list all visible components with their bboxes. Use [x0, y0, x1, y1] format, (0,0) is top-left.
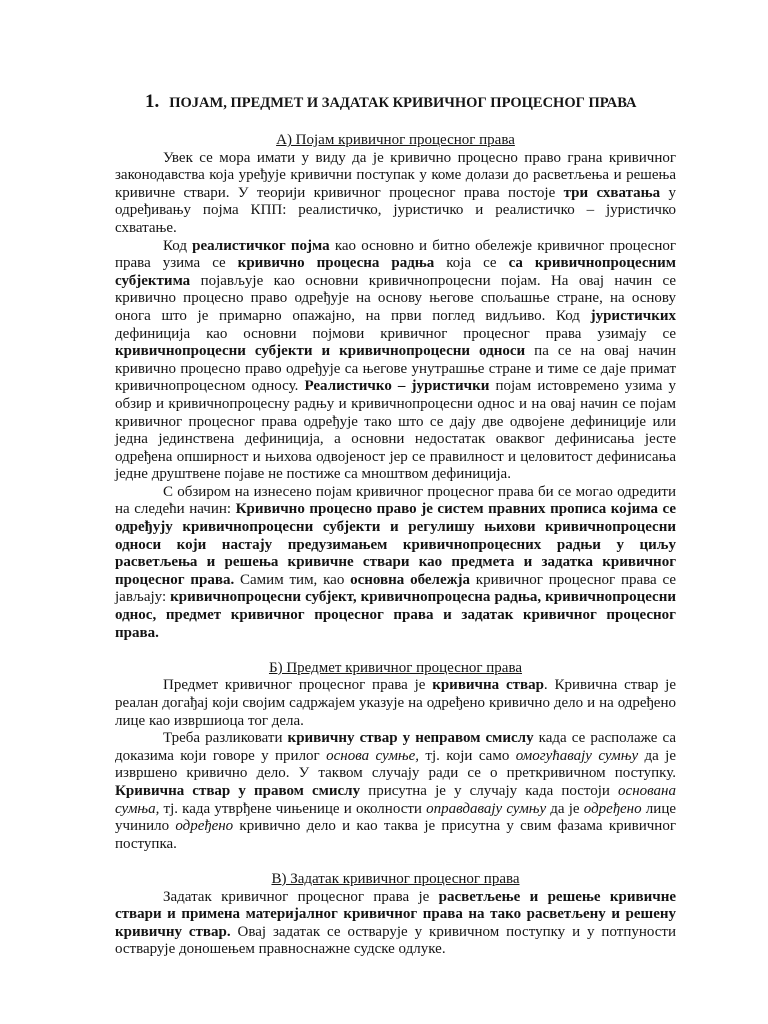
text-run: појављује као основни кривичнопроцесни појам. На овај начин се кривично процесно право одређује на основу његове спољашње стране, на основу онога што је примарно опажајно, на први поглед видљиво. Код [115, 272, 676, 324]
text-run: када се располаже са доказима који говоре у прилог [115, 730, 676, 764]
text-run: кривичног процесног права се јављају: [115, 571, 676, 606]
paragraph [115, 677, 676, 730]
italic-text: основана сумња, [115, 782, 676, 817]
bold-text: реалистичког појма [192, 237, 330, 254]
text-run: Самим тим, као [234, 571, 351, 588]
text-run: која се [434, 255, 509, 272]
text-run: Задатак кривичног процесног права је [163, 888, 439, 905]
section-heading: А) Појам кривичног процесног права [276, 132, 515, 148]
text-run: тј. који само [419, 747, 516, 764]
italic-text: основа сумње, [326, 747, 419, 764]
italic-text: оправдавају сумњу [426, 800, 547, 817]
bold-text: јуристичких [590, 307, 676, 324]
document-title [115, 90, 676, 114]
bold-text: расветљење и решење кривичне ствари и примена материјалног кривичног права на тако расветљену и решену кривичну ствар. [115, 888, 676, 940]
bold-text: Кривична ствар у правом смислу [115, 782, 361, 799]
text-run: тј. када утврђене чињенице и околности [159, 800, 427, 817]
title-text: ПОЈАМ, ПРЕДМЕТ И ЗАДАТАК КРИВИЧНОГ ПРОЦЕСНОГ ПРАВА [169, 95, 637, 111]
text-run: С обзиром на изнесено појам кривичног процесног права би се могао одредити на следећи начин: [115, 483, 676, 518]
section [115, 871, 676, 959]
paragraph [115, 889, 676, 959]
page-content [115, 90, 676, 959]
text-run: дефиниција као основни појмови кривичног процесног права узимају се [115, 325, 676, 342]
italic-text: омогућавају сумњу [515, 747, 639, 764]
paragraph [115, 150, 676, 238]
section [115, 132, 676, 642]
text-run: . Кривична ствар је реалан догађај који својим садржајем указује на одређено кривично дело и на одређено лице као извршиоца тог дела. [115, 677, 676, 729]
bold-text: кривично процесна радња [237, 255, 435, 272]
text-run: појам истовремено узима у обзир и кривичнопроцесну радњу и кривичнопроцесни однос и на овај начин се појам кривичног процесног права одређује тако што се дају две одвојене дефиниције или једна јединствена дефиниција, а основни недостатак оваквог дефинисања јесте одређена опширност и њихова одвојеност јер се правилност и целовитост дефинисања једне друштвене појаве не постиже са мноштвом дефиниција. [115, 378, 676, 483]
text-run: присутна је у случају када постоји [360, 782, 619, 799]
bold-text: Кривично процесно право је систем правних прописа којима се одређују кривичнопроцесни субјекти и регулишу њихови кривичнопроцесни односи који настају предузимањем кривичнопроцесних радњи у циљу расветљења и решења кривичне ствари као предмета и задатка кривичног процесног права. [115, 501, 676, 588]
italic-text: одређено [175, 818, 234, 835]
text-run: као основно и битно обележје кривичног процесног права узима се [115, 237, 676, 272]
text-run: кривично дело и као таква је присутна у свим фазама кривичног поступка. [115, 818, 676, 852]
paragraph [115, 730, 676, 853]
document-body [115, 132, 676, 959]
text-run: да је [546, 800, 584, 817]
text-run: Предмет кривичног процесног права је [163, 677, 433, 694]
bold-text: Реалистичко – јуристички [304, 378, 490, 395]
section-heading: В) Задатак кривичног процесног права [271, 870, 520, 887]
italic-text: одређено [583, 800, 642, 817]
text-run: да је извршено кривично дело. У таквом случају ради се о преткривичном поступку. [115, 747, 676, 782]
bold-text: основна обележја [350, 571, 470, 588]
section-heading: Б) Предмет кривичног процесног права [268, 659, 523, 676]
text-run: Овај задатак се остварује у кривичном поступку и у потпуности остварује доношењем правноснажне судске одлуке. [115, 923, 676, 958]
bold-text: кривичну ствар у неправом смислу [287, 730, 534, 747]
paragraph [115, 484, 676, 642]
section [115, 660, 676, 854]
bold-text: кривичнопроцесни субјекти и кривичнопроцесни односи [115, 343, 526, 360]
text-run: Увек се мора имати у виду да је кривично процесно право грана кривичног законодавства која уређује кривични поступак у коме долази до расветљења и решења кривичне ствари. У теорији кривичног процесног права постоје [115, 149, 676, 201]
bold-text: са кривичнопроцесним субјектима [115, 255, 676, 289]
paragraph [115, 238, 676, 484]
text-run: Треба разликовати [163, 730, 288, 747]
text-run: лице учинило [115, 800, 677, 835]
bold-text: кривичнопроцесни субјект, кривичнопроцесна радња, кривичнопроцесни однос, предмет кривичног процесног права и задатак кривичног процесног права. [115, 589, 676, 641]
title-number: 1. [145, 91, 160, 112]
text-run: у одређивању појма КПП: реалистичко, јуристичко и реалистичко – јуристичко схватање. [115, 184, 676, 236]
bold-text: три схватања [563, 184, 661, 201]
text-run: па се на овај начин кривично процесно право одређује са његове унутрашње стране и тиме се даје примат кривичнопроцесном односу. [115, 343, 677, 395]
bold-text: кривична ствар [432, 677, 544, 694]
text-run: Код [163, 237, 193, 254]
